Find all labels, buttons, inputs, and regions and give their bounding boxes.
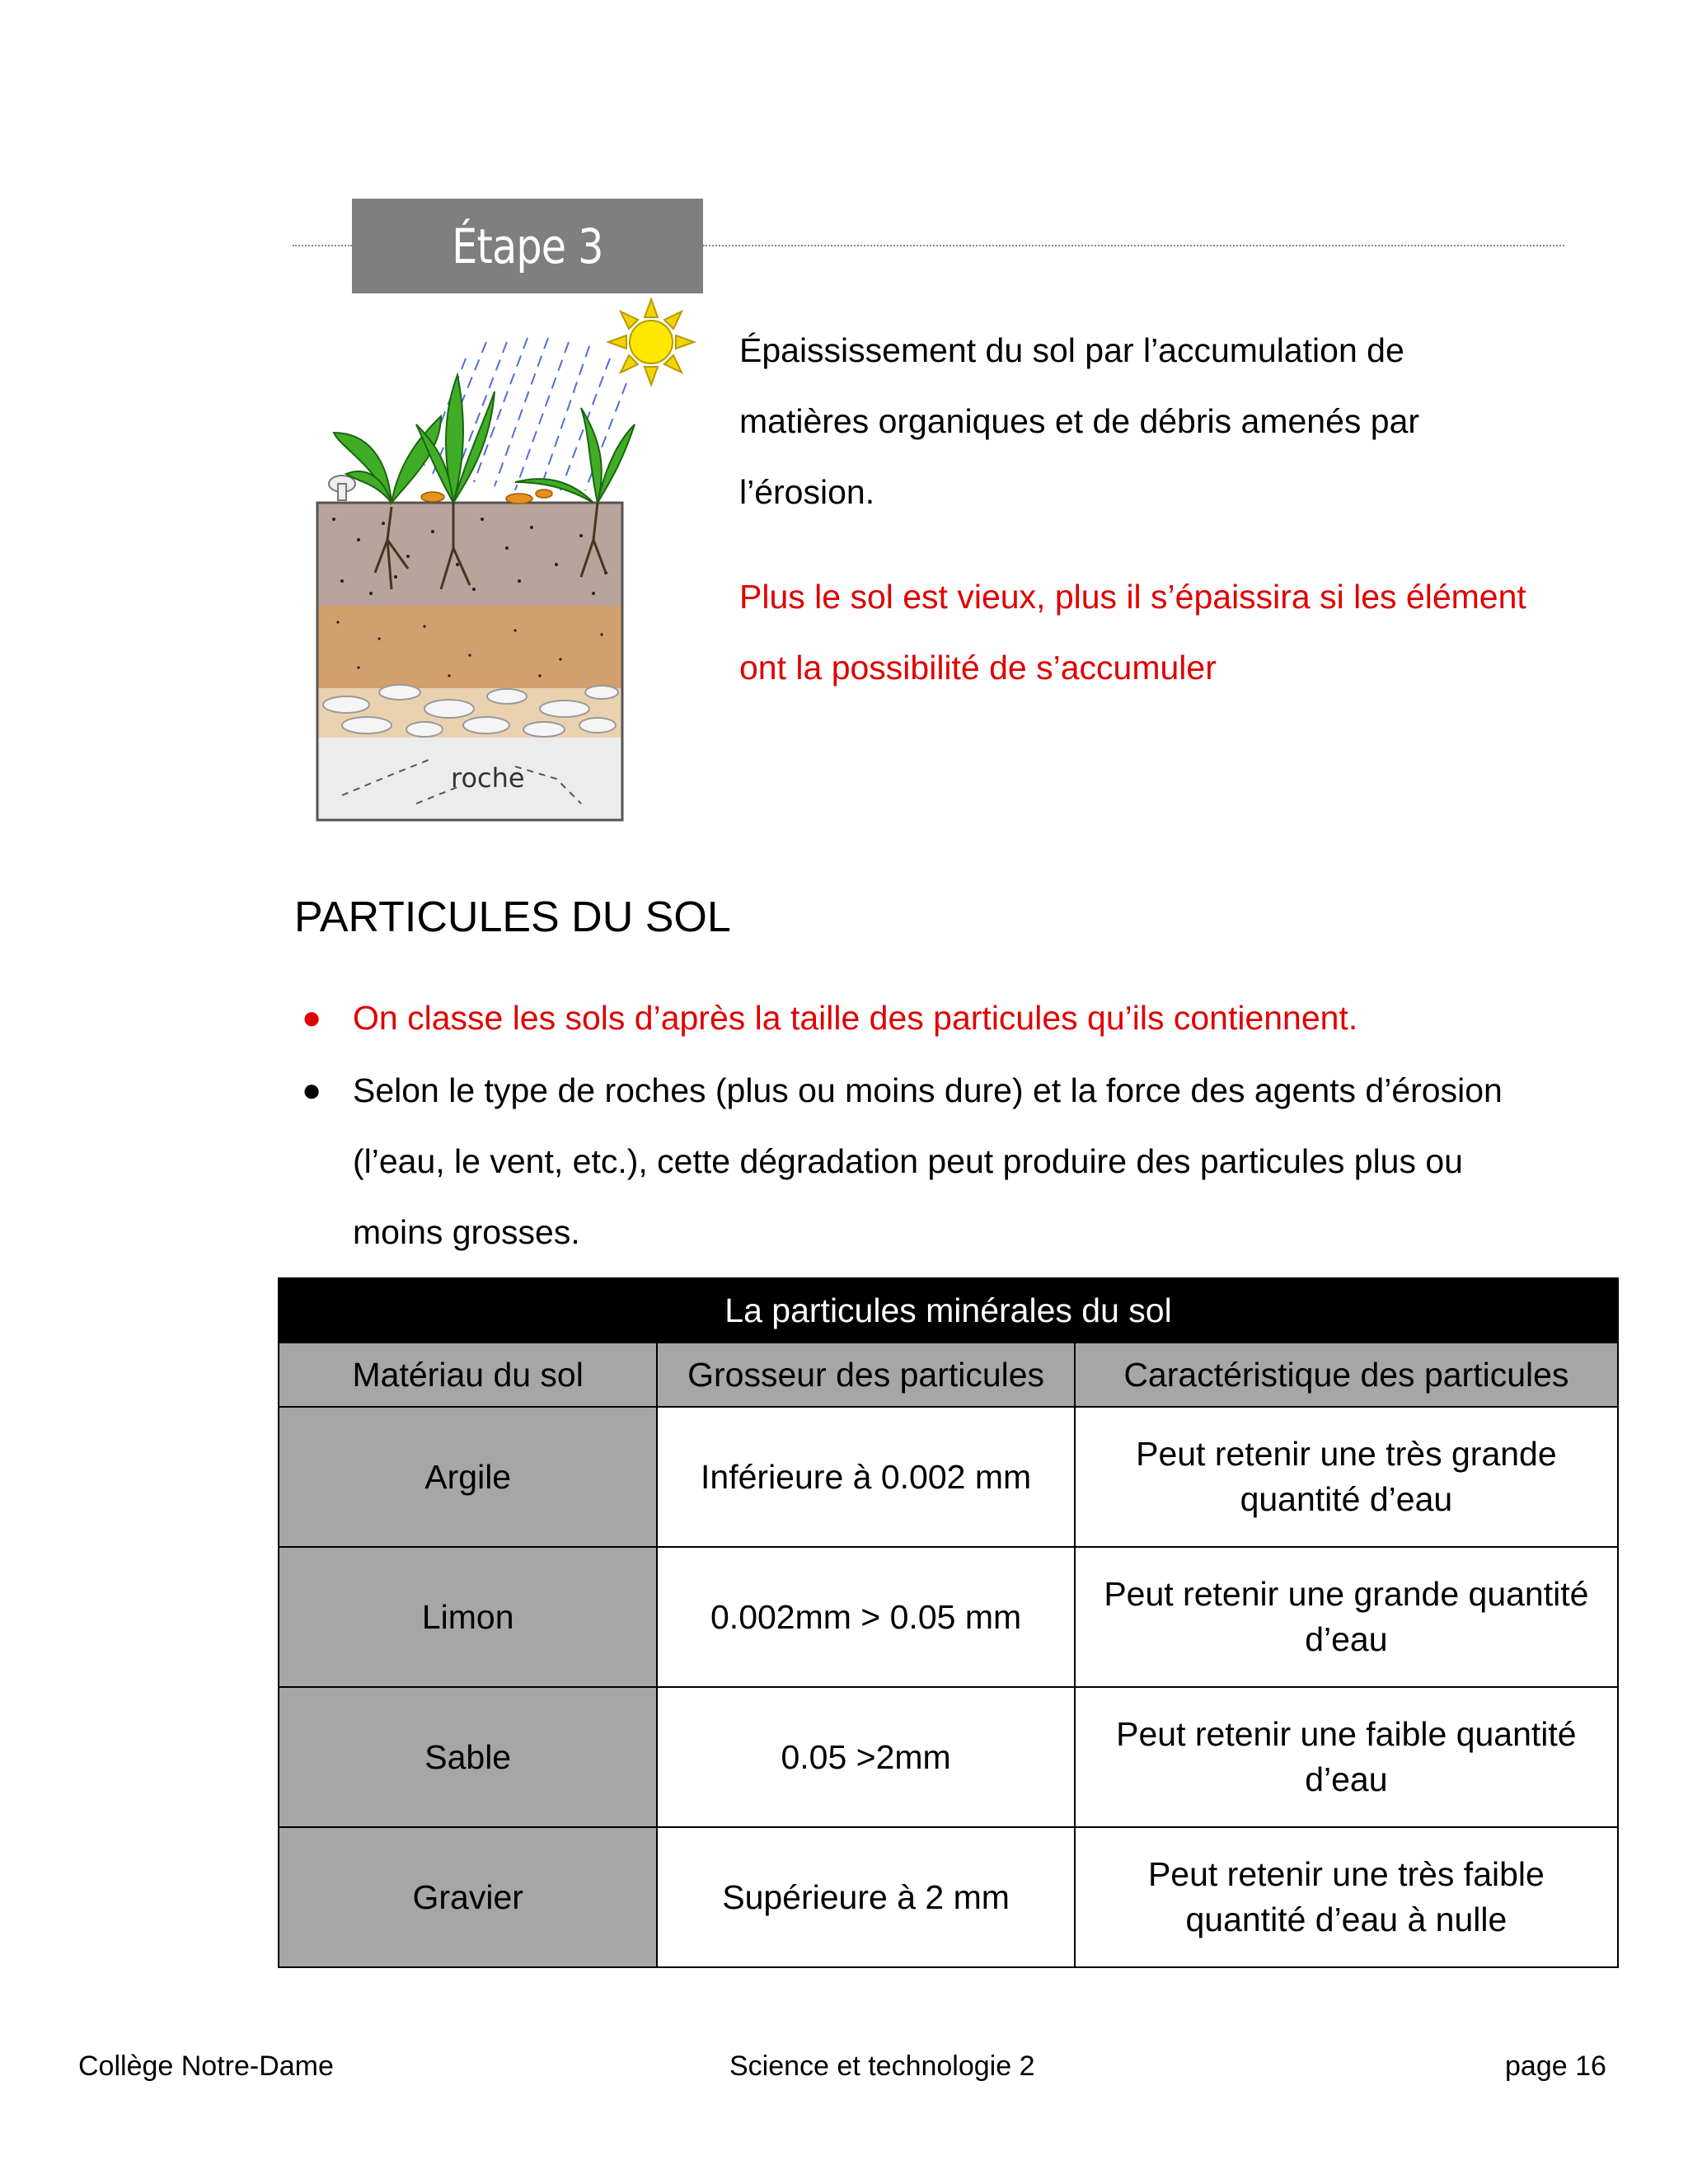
characteristic-cell: [1075, 1687, 1618, 1827]
etape-label: Étape 3: [452, 218, 603, 274]
step-text-line: matières organiques et de débris amenés par: [739, 402, 1420, 440]
soil-profile-illustration: [309, 293, 713, 828]
table-header-material: Matériau du sol: [279, 1343, 657, 1407]
material-cell: Argile: [279, 1407, 657, 1547]
characteristic-cell: [1075, 1547, 1618, 1687]
bullet-text-1: On classe les sols d’après la taille des particules qu’ils contiennent.: [353, 999, 1358, 1037]
step-highlight-line: Plus le sol est vieux, plus il s’épaissira si les élément: [739, 578, 1526, 616]
table-header-size: Grosseur des particules: [657, 1343, 1074, 1407]
footer-course: Science et technologie 2: [729, 2050, 1035, 2082]
characteristic-cell: [1075, 1827, 1618, 1967]
rock-label: roche: [451, 762, 525, 794]
table-row: [279, 1407, 1618, 1547]
dotted-rule-left: [293, 245, 352, 246]
characteristic-line: Peut retenir une grande quantité: [1104, 1575, 1589, 1613]
sun-icon: [608, 299, 694, 385]
step-text-line: l’érosion.: [739, 473, 875, 511]
characteristic-cell: [1075, 1407, 1618, 1547]
bullet-icon: ●: [302, 1072, 322, 1108]
characteristic-line: quantité d’eau à nulle: [1185, 1900, 1507, 1938]
step-text-line: Épaississement du sol par l’accumulation de: [739, 331, 1404, 369]
step-highlight-line: ont la possibilité de s’accumuler: [739, 649, 1217, 687]
table-title: La particules minérales du sol: [279, 1278, 1618, 1343]
table-header-characteristic: Caractéristique des particules: [1075, 1343, 1618, 1407]
characteristic-line: d’eau: [1305, 1620, 1388, 1658]
footer-page-number: page 16: [1505, 2050, 1606, 2082]
characteristic-line: Peut retenir une très faible: [1147, 1855, 1545, 1893]
size-cell: 0.05 >2mm: [657, 1687, 1074, 1827]
table-row: [279, 1827, 1618, 1967]
material-cell: Sable: [279, 1687, 657, 1827]
characteristic-line: quantité d’eau: [1240, 1480, 1453, 1518]
size-cell: 0.002mm > 0.05 mm: [657, 1547, 1074, 1687]
characteristic-line: Peut retenir une faible quantité: [1116, 1715, 1577, 1753]
bullet-text-2-line: moins grosses.: [353, 1213, 580, 1251]
material-cell: Gravier: [279, 1827, 657, 1967]
footer-school: Collège Notre-Dame: [78, 2050, 334, 2082]
etape-heading: [352, 199, 703, 293]
material-cell: Limon: [279, 1547, 657, 1687]
dotted-rule-right: [703, 245, 1564, 246]
bullet-text-2-line: Selon le type de roches (plus ou moins dure) et la force des agents d’érosion: [353, 1071, 1503, 1109]
size-cell: Supérieure à 2 mm: [657, 1827, 1074, 1967]
plant-icon: [334, 375, 635, 503]
characteristic-line: Peut retenir une très grande: [1136, 1435, 1557, 1473]
table-row: [279, 1687, 1618, 1827]
section-title: PARTICULES DU SOL: [294, 893, 731, 941]
table-row: [279, 1547, 1618, 1687]
characteristic-line: d’eau: [1305, 1760, 1388, 1798]
mushroom-icon: [329, 476, 355, 500]
bullet-text-2-line: (l’eau, le vent, etc.), cette dégradation peut produire des particules plus ou: [353, 1142, 1463, 1180]
size-cell: Inférieure à 0.002 mm: [657, 1407, 1074, 1547]
soil-particles-table: [278, 1277, 1619, 1968]
bullet-icon: ●: [302, 1000, 322, 1036]
